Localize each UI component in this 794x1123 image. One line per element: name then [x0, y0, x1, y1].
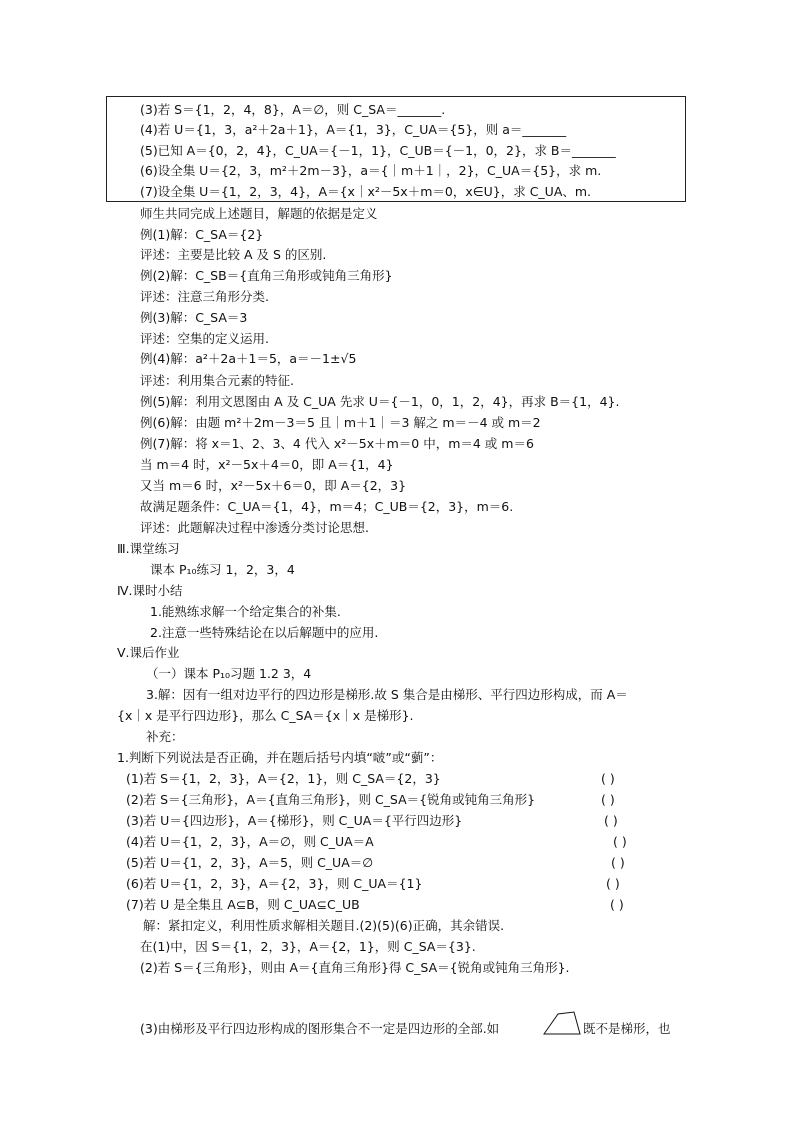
tf-item: (3)若 U＝{四边形}，A＝{梯形}，则 C_UA＝{平行四边形}	[126, 813, 463, 828]
tf-item: (4)若 U＝{1，2，3}，A＝∅，则 C_UA＝A	[126, 834, 374, 849]
answer-bracket[interactable]: ( )	[604, 813, 618, 828]
body-line: 例(4)解：a²＋2a＋1＝5，a＝－1±√5	[140, 351, 357, 366]
body-line: 在(1)中，因 S＝{1，2，3}，A＝{2，1}，则 C_SA＝{3}.	[140, 939, 476, 954]
body-line: (3)由梯形及平行四边形构成的图形集合不一定是四边形的全部.如	[140, 1021, 500, 1036]
answer-bracket[interactable]: ( )	[610, 897, 624, 912]
body-line: 当 m＝4 时，x²－5x＋4＝0，即 A＝{1，4}	[140, 457, 394, 472]
body-line: 评述：注意三角形分类.	[140, 289, 269, 304]
body-line: 例(7)解：将 x＝1、2、3、4 代入 x²－5x＋m＝0 中，m＝4 或 m＝6	[140, 436, 534, 451]
exercise-4: (4)若 U＝{1，3，a²＋2a＋1}，A＝{1，3}，C_UA＝{5}，则 a＝_______	[140, 122, 567, 137]
answer-bracket[interactable]: ( )	[601, 771, 615, 786]
tf-item: (7)若 U 是全集且 A⊆B，则 C_UA⊆C_UB	[126, 897, 360, 912]
body-line: 例(2)解：C_SB＝{直角三角形或钝角三角形}	[140, 268, 393, 283]
body-line: 补充：	[146, 729, 184, 744]
answer-bracket[interactable]: ( )	[606, 876, 620, 891]
body-line: 例(1)解：C_SA＝{2}	[140, 227, 264, 242]
body-line: 例(5)解：利用文恩图由 A 及 C_UA 先求 U＝{－1，0，1，2，4}，再求 B＝{1，4}.	[140, 394, 620, 409]
tf-item: (6)若 U＝{1，2，3}，A＝{2，3}，则 C_UA＝{1}	[126, 876, 423, 891]
body-line: 1.能熟练求解一个给定集合的补集.	[150, 604, 341, 619]
section-heading: Ⅲ.课堂练习	[117, 541, 180, 556]
tf-item: (5)若 U＝{1，2，3}，A＝5，则 C_UA＝∅	[126, 855, 374, 870]
body-line: 师生共同完成上述题目，解题的依据是定义	[140, 206, 378, 221]
body-line: 评述：此题解决过程中渗透分类讨论思想.	[140, 520, 369, 535]
body-line: 又当 m＝6 时，x²－5x＋6＝0，即 A＝{2，3}	[140, 478, 407, 493]
tf-item: (2)若 S＝{三角形}，A＝{直角三角形}，则 C_SA＝{锐角或钝角三角形}	[126, 792, 536, 807]
exercise-6: (6)设全集 U＝{2，3，m²＋2m－3}，a＝{｜m＋1｜，2}，C_UA＝{5}，求 m.	[140, 163, 602, 178]
question-heading: 1.判断下列说法是否正确，并在题后括号内填“啵”或“藰”：	[117, 750, 443, 765]
exercise-3: (3)若 S＝{1，2，4，8}，A＝∅，则 C_SA＝_______.	[140, 102, 446, 117]
exercise-5: (5)已知 A＝{0，2，4}，C_UA＝{－1，1}，C_UB＝{－1，0，2}，求 B＝_______	[140, 143, 616, 158]
section-heading: Ⅴ.课后作业	[117, 645, 180, 660]
body-line: 故满足题条件：C_UA＝{1，4}，m＝4；C_UB＝{2，3}，m＝6.	[140, 499, 514, 514]
body-line: {x｜x 是平行四边形}，那么 C_SA＝{x｜x 是梯形}.	[117, 708, 414, 723]
body-line: （一）课本 P₁₀习题 1.2 3，4	[146, 666, 312, 681]
body-line: 既不是梯形，也	[583, 1021, 671, 1036]
quadrilateral-figure-icon	[542, 1010, 582, 1038]
body-line: 3.解：因有一组对边平行的四边形是梯形.故 S 集合是由梯形、平行四边形构成，而 A＝	[146, 687, 628, 702]
body-line: 2.注意一些特殊结论在以后解题中的应用.	[150, 625, 379, 640]
answer-bracket[interactable]: ( )	[613, 834, 627, 849]
body-line: 解：紧扣定义，利用性质求解相关题目.(2)(5)(6)正确，其余错误.	[143, 918, 505, 933]
body-line: 课本 P₁₀练习 1，2，3，4	[150, 562, 295, 577]
body-line: 例(6)解：由题 m²＋2m－3＝5 且｜m＋1｜＝3 解之 m＝－4 或 m＝2	[140, 415, 541, 430]
section-heading: Ⅳ.课时小结	[117, 583, 183, 598]
exercise-7: (7)设全集 U＝{1，2，3，4}，A＝{x｜x²－5x＋m＝0，x∈U}，求 C_UA、m.	[140, 184, 592, 199]
body-line: 评述：主要是比较 A 及 S 的区别.	[140, 247, 327, 262]
body-line: (2)若 S＝{三角形}，则由 A＝{直角三角形}得 C_SA＝{锐角或钝角三角形}.	[140, 960, 570, 975]
answer-bracket[interactable]: ( )	[601, 792, 615, 807]
body-line: 评述：利用集合元素的特征.	[140, 373, 294, 388]
tf-item: (1)若 S＝{1，2，3}，A＝{2，1}，则 C_SA＝{2，3}	[126, 771, 441, 786]
body-line: 评述：空集的定义运用.	[140, 331, 269, 346]
body-line: 例(3)解：C_SA＝3	[140, 310, 248, 325]
answer-bracket[interactable]: ( )	[611, 855, 625, 870]
